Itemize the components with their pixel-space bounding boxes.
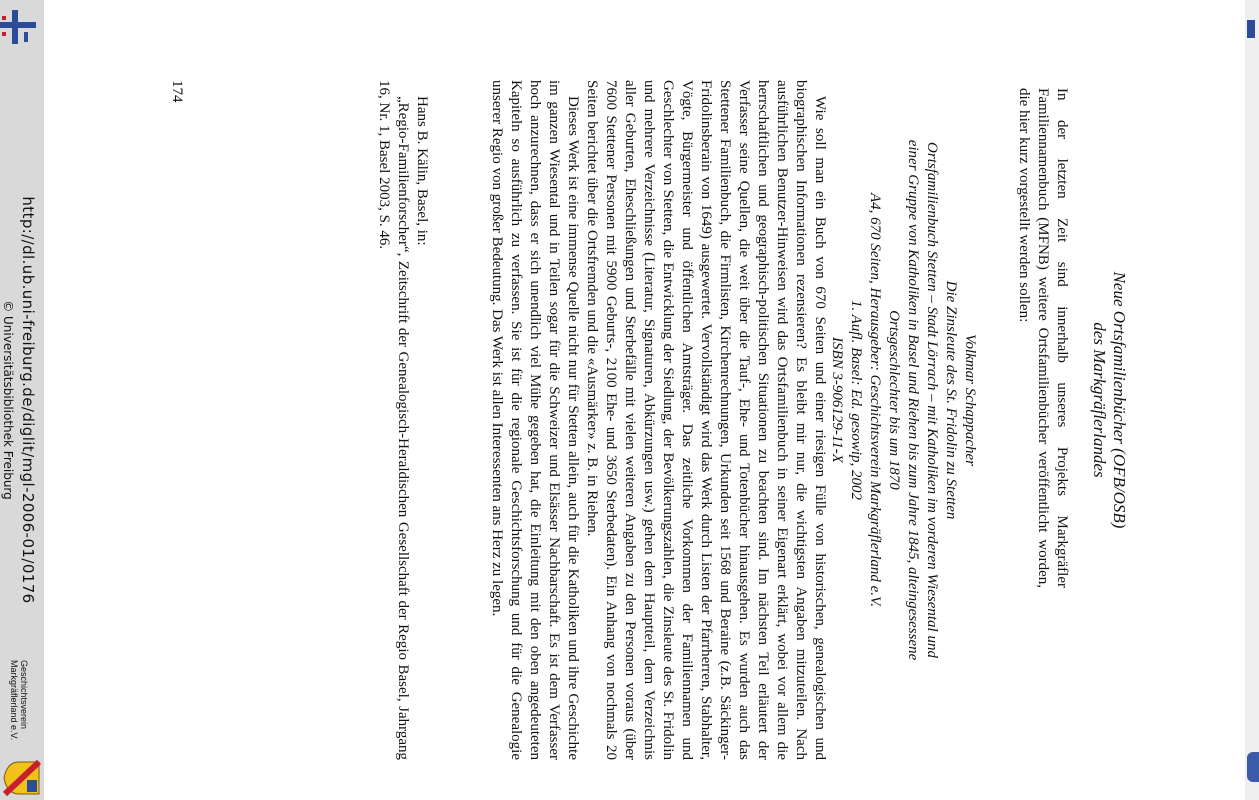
review-author: Hans B. Kälin, Basel, in: xyxy=(414,96,430,246)
review-body xyxy=(487,80,829,760)
book-author: Volkmar Schappacher xyxy=(962,333,978,467)
book-subtitle-line-1: Ortsfamilienbuch Stetten – Stadt Lörrach – mit Katholiken im vorderen Wiesental und xyxy=(924,142,940,658)
page-number: 174 xyxy=(169,80,185,103)
copyright-notice: © Universitätsbibliothek Freiburg xyxy=(1,300,15,500)
review-source xyxy=(374,80,431,760)
book-publication-line-2: 1. Aufl. Basel: Ed. gesowip, 2002 xyxy=(848,299,864,501)
society-name-line-2: Markgräflerland e.V. xyxy=(9,660,19,741)
article-heading-line-1: Neue Ortsfamilienbücher (OFB/OSB) xyxy=(1110,271,1129,529)
review-paragraph-1: Wie soll man ein Buch von 670 Seiten und einer riesigen Fülle von historischen, genealogischen und biographischen Informationen rezensieren? Es bleibt mir nur, die wichtigsten Angaben mitzuteilen. Nach ausführlichen Benutzer-Hinweisen wird das Ortsfamilienbuch in seiner Eigenart erklärt, wobei vor allem die herrschaftlichen und geographisch-politischen Situationen zu beachten sind. Im nächsten Teil erläutert der Verfasser seine Quellen, die weit über die Tauf-, Ehe- und Totenbücher hinausgehen. Es wurden auch das Stettener Familienbuch, die Firmlisten, Kirchenrechnungen, Urkunden seit 1568 und Beraine (z.B. Säckinger-Fridolinsberain von 1649) ausgewertet. Vervollständigt wird das Werk durch Listen der Pfarrherren, Stabhalter, Vögte, Bürgermeister und öffentlichen Amtsträger. Das zeitliche Vorkommen der Familiennamen und Geschlechter von Stetten, die Entwicklung der Siedlung, der Bevölkerungszahlen, die Zinsleute des St. Fridolin und mehrere Verzeichnisse (Literatur, Signaturen, Abkürzungen usw.) gehen dem Hauptteil, dem Verzeichnis aller Geburten, Eheschließungen und Sterbefälle mit vielen weiteren Angaben zu den Personen voraus (über 7600 Stettener Personen mit 5900 Geburts-, 2100 Ehe- und 3650 Sterbedaten). Ein Anhang von nochmals 20 Seiten berichtet über die Ortsfremden und die «Ausmärker» z. B. in Riehen. xyxy=(584,80,828,760)
article-heading-line-2: des Markgräflerlandes xyxy=(1090,322,1109,478)
book-isbn: ISBN 3-906129-11-X xyxy=(829,337,845,463)
review-citation: „Regio-Familienforscher“, Zeitschrift der Genealogisch-Heraldischen Gesellschaft der Regio Basel, Jahrgang 16, Nr. 1, Basel 2003, S. 46. xyxy=(376,80,411,760)
book-publication-line-1: A4, 670 Seiten, Herausgeber: Geschichtsverein Markgräflerland e.V. xyxy=(867,192,883,608)
book-reference xyxy=(827,0,979,800)
source-url-link[interactable]: http://dl.ub.uni-freiburg.de/diglit/mgl-2006-01/0176 xyxy=(19,196,37,604)
book-subtitle-line-3: Ortsgeschlechter bis um 1870 xyxy=(886,310,902,490)
book-subtitle-line-2: einer Gruppe von Katholiken in Basel und Riehen bis zum Jahre 1845, alteingesessene xyxy=(905,139,921,661)
book-title: Die Zinsleute des St. Fridolin zu Stetten xyxy=(943,280,959,520)
article-heading xyxy=(1089,0,1129,800)
society-name-line-1: Geschichtsverein xyxy=(19,660,29,730)
review-paragraph-2: Dieses Werk ist eine immense Quelle nicht nur für Stetten allein, auch für die Katholiken und ihre Geschichte im ganzen Wiesental und in Teilen sogar für die Schweizer und Elsässer Nachbarschaft. Es ist dem Verfasser hoch anzurechnen, dass er sich unendlich viel Mühe gegeben hat, die Einleitung mit den oben angedeuteten Kapiteln so ausführlich zu verfassen. Sie ist für die regionale Geschichtsforschung und für die Genealogie unserer Regio von großer Bedeutung. Das Werk ist allen Interessenten ans Herz zu legen. xyxy=(489,80,581,760)
intro-paragraph: In der letzten Zeit sind innerhalb unseres Projekts Markgräfler Familiennamenbuch (MFNB) weitere Ortsfamilienbücher veröffentlicht worden, die hier kurz vorgestellt werden sollen: xyxy=(1016,88,1070,588)
